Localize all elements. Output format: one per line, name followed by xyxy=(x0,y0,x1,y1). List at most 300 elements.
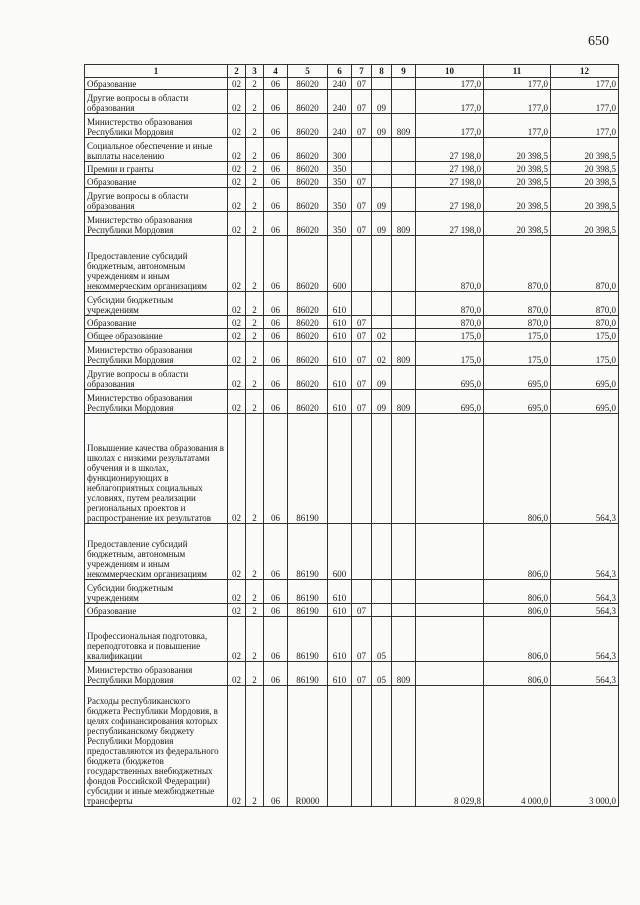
row-name: Образование xyxy=(85,316,228,329)
table-row xyxy=(85,524,619,580)
code-cell: 09 xyxy=(372,390,392,414)
header-cell: 8 xyxy=(372,65,392,78)
code-cell: 06 xyxy=(264,175,288,188)
code-cell xyxy=(328,686,352,807)
amount-cell: 8 029,8 xyxy=(416,686,484,807)
code-cell: 05 xyxy=(372,617,392,662)
code-cell: 07 xyxy=(352,390,372,414)
table-row xyxy=(85,414,619,524)
code-cell: 02 xyxy=(228,90,246,114)
code-cell: 86020 xyxy=(288,138,328,162)
code-cell xyxy=(392,175,416,188)
code-cell: 07 xyxy=(352,604,372,617)
code-cell: 86020 xyxy=(288,90,328,114)
code-cell: 02 xyxy=(228,390,246,414)
code-cell: 86020 xyxy=(288,366,328,390)
code-cell: 86020 xyxy=(288,78,328,90)
table-row xyxy=(85,390,619,414)
code-cell: 07 xyxy=(352,366,372,390)
code-cell: 350 xyxy=(328,175,352,188)
code-cell: 86190 xyxy=(288,580,328,604)
code-cell: 2 xyxy=(246,78,264,90)
header-cell: 10 xyxy=(416,65,484,78)
code-cell: 86020 xyxy=(288,342,328,366)
amount-cell: 20 398,5 xyxy=(484,188,551,212)
code-cell: 07 xyxy=(352,78,372,90)
table-row xyxy=(85,686,619,807)
code-cell xyxy=(372,138,392,162)
table-row xyxy=(85,316,619,329)
code-cell: 02 xyxy=(228,78,246,90)
amount-cell: 695,0 xyxy=(416,390,484,414)
code-cell: 06 xyxy=(264,390,288,414)
code-cell: 06 xyxy=(264,604,288,617)
code-cell: 86190 xyxy=(288,662,328,686)
amount-cell: 175,0 xyxy=(416,342,484,366)
code-cell: 86020 xyxy=(288,175,328,188)
code-cell: 02 xyxy=(228,212,246,236)
code-cell: 2 xyxy=(246,188,264,212)
code-cell xyxy=(392,236,416,292)
amount-cell: 806,0 xyxy=(484,617,551,662)
code-cell: 86020 xyxy=(288,212,328,236)
amount-cell: 20 398,5 xyxy=(551,162,619,175)
amount-cell: 695,0 xyxy=(551,390,619,414)
amount-cell: 806,0 xyxy=(484,662,551,686)
code-cell: 350 xyxy=(328,212,352,236)
code-cell: 06 xyxy=(264,580,288,604)
amount-cell: 20 398,5 xyxy=(551,175,619,188)
amount-cell: 806,0 xyxy=(484,414,551,524)
row-name: Другие вопросы в области образования xyxy=(85,366,228,390)
amount-cell: 175,0 xyxy=(416,329,484,342)
code-cell: 86020 xyxy=(288,114,328,138)
code-cell: 06 xyxy=(264,114,288,138)
code-cell: 2 xyxy=(246,617,264,662)
code-cell xyxy=(352,292,372,316)
code-cell: 05 xyxy=(372,662,392,686)
amount-cell: 177,0 xyxy=(484,90,551,114)
code-cell: 2 xyxy=(246,414,264,524)
code-cell: 2 xyxy=(246,390,264,414)
amount-cell: 695,0 xyxy=(484,366,551,390)
code-cell: 02 xyxy=(228,604,246,617)
row-name: Образование xyxy=(85,604,228,617)
code-cell: 09 xyxy=(372,114,392,138)
code-cell: 02 xyxy=(228,524,246,580)
code-cell xyxy=(372,175,392,188)
code-cell: 2 xyxy=(246,292,264,316)
amount-cell: 177,0 xyxy=(416,90,484,114)
code-cell: 02 xyxy=(228,342,246,366)
code-cell: 2 xyxy=(246,90,264,114)
table-row xyxy=(85,90,619,114)
header-cell: 11 xyxy=(484,65,551,78)
code-cell xyxy=(392,162,416,175)
amount-cell: 806,0 xyxy=(484,524,551,580)
amount-cell xyxy=(416,414,484,524)
amount-cell: 177,0 xyxy=(416,78,484,90)
row-name: Предоставление субсидий бюджетным, автономным учреждениям и иным некоммерческим организациям xyxy=(85,524,228,580)
amount-cell xyxy=(416,524,484,580)
code-cell: 02 xyxy=(228,162,246,175)
code-cell: 86020 xyxy=(288,390,328,414)
code-cell: 09 xyxy=(372,212,392,236)
code-cell: 07 xyxy=(352,90,372,114)
code-cell: 02 xyxy=(228,236,246,292)
code-cell xyxy=(352,236,372,292)
amount-cell: 20 398,5 xyxy=(551,138,619,162)
code-cell: 06 xyxy=(264,162,288,175)
code-cell: 2 xyxy=(246,316,264,329)
row-name: Предоставление субсидий бюджетным, автономным учреждениям и иным некоммерческим организациям xyxy=(85,236,228,292)
amount-cell: 870,0 xyxy=(416,316,484,329)
code-cell xyxy=(372,524,392,580)
row-name: Премии и гранты xyxy=(85,162,228,175)
code-cell: 86020 xyxy=(288,162,328,175)
code-cell: 2 xyxy=(246,212,264,236)
table-row xyxy=(85,604,619,617)
code-cell xyxy=(372,686,392,807)
amount-cell: 564,3 xyxy=(551,662,619,686)
code-cell: 610 xyxy=(328,390,352,414)
amount-cell: 20 398,5 xyxy=(484,162,551,175)
code-cell xyxy=(372,414,392,524)
code-cell: 06 xyxy=(264,292,288,316)
row-name: Повышение качества образования в школах с низкими результатами обучения и в школах, функционирующих в неблагоприятных социальных условиях, путем реализации региональных проектов и распространение их результатов xyxy=(85,414,228,524)
amount-cell: 177,0 xyxy=(551,78,619,90)
code-cell xyxy=(392,686,416,807)
code-cell: 07 xyxy=(352,212,372,236)
amount-cell: 177,0 xyxy=(484,114,551,138)
code-cell: 02 xyxy=(372,342,392,366)
row-name: Другие вопросы в области образования xyxy=(85,90,228,114)
code-cell: 86020 xyxy=(288,292,328,316)
amount-cell: 870,0 xyxy=(416,292,484,316)
code-cell: 2 xyxy=(246,236,264,292)
code-cell: 2 xyxy=(246,662,264,686)
code-cell: 86190 xyxy=(288,414,328,524)
code-cell: 06 xyxy=(264,188,288,212)
header-cell: 3 xyxy=(246,65,264,78)
code-cell: 610 xyxy=(328,604,352,617)
code-cell: 06 xyxy=(264,90,288,114)
amount-cell: 695,0 xyxy=(484,390,551,414)
code-cell: 240 xyxy=(328,114,352,138)
page-number: 650 xyxy=(588,34,609,49)
code-cell: 02 xyxy=(228,686,246,807)
row-name: Социальное обеспечение и иные выплаты населению xyxy=(85,138,228,162)
table-row xyxy=(85,162,619,175)
amount-cell: 27 198,0 xyxy=(416,175,484,188)
amount-cell xyxy=(416,580,484,604)
code-cell: 06 xyxy=(264,342,288,366)
row-name: Министерство образования Республики Мордовия xyxy=(85,342,228,366)
code-cell: 610 xyxy=(328,580,352,604)
code-cell: 06 xyxy=(264,414,288,524)
header-cell: 9 xyxy=(392,65,416,78)
row-name: Другие вопросы в области образования xyxy=(85,188,228,212)
amount-cell: 27 198,0 xyxy=(416,188,484,212)
row-name: Общее образование xyxy=(85,329,228,342)
table-row xyxy=(85,114,619,138)
code-cell xyxy=(352,138,372,162)
code-cell: 07 xyxy=(352,617,372,662)
code-cell: 07 xyxy=(352,114,372,138)
amount-cell: 870,0 xyxy=(484,316,551,329)
code-cell: 02 xyxy=(228,292,246,316)
code-cell: 02 xyxy=(228,175,246,188)
code-cell: 240 xyxy=(328,90,352,114)
code-cell: 02 xyxy=(372,329,392,342)
amount-cell: 20 398,5 xyxy=(551,188,619,212)
code-cell: 610 xyxy=(328,662,352,686)
amount-cell: 870,0 xyxy=(551,316,619,329)
row-name: Министерство образования Республики Мордовия xyxy=(85,390,228,414)
code-cell: 86020 xyxy=(288,329,328,342)
code-cell: 07 xyxy=(352,662,372,686)
code-cell: 02 xyxy=(228,414,246,524)
header-cell: 2 xyxy=(228,65,246,78)
code-cell: 86190 xyxy=(288,604,328,617)
code-cell: 02 xyxy=(228,188,246,212)
code-cell: 350 xyxy=(328,188,352,212)
code-cell xyxy=(372,292,392,316)
code-cell: 809 xyxy=(392,212,416,236)
code-cell: 2 xyxy=(246,342,264,366)
code-cell xyxy=(372,580,392,604)
code-cell: 809 xyxy=(392,662,416,686)
code-cell xyxy=(392,366,416,390)
code-cell: 06 xyxy=(264,329,288,342)
amount-cell: 177,0 xyxy=(551,90,619,114)
code-cell xyxy=(392,329,416,342)
code-cell: 09 xyxy=(372,188,392,212)
amount-cell: 177,0 xyxy=(416,114,484,138)
code-cell: 02 xyxy=(228,316,246,329)
code-cell xyxy=(372,604,392,617)
code-cell: 86020 xyxy=(288,188,328,212)
amount-cell: 4 000,0 xyxy=(484,686,551,807)
amount-cell: 564,3 xyxy=(551,524,619,580)
code-cell: 06 xyxy=(264,78,288,90)
code-cell xyxy=(352,524,372,580)
amount-cell: 564,3 xyxy=(551,617,619,662)
header-cell: 1 xyxy=(85,65,228,78)
code-cell xyxy=(392,188,416,212)
header-cell: 6 xyxy=(328,65,352,78)
table-row xyxy=(85,188,619,212)
code-cell: 02 xyxy=(228,329,246,342)
table-row xyxy=(85,342,619,366)
code-cell: 02 xyxy=(228,662,246,686)
code-cell xyxy=(392,90,416,114)
code-cell: 07 xyxy=(352,316,372,329)
code-cell: 86020 xyxy=(288,316,328,329)
code-cell: 06 xyxy=(264,617,288,662)
table-body xyxy=(85,78,619,807)
code-cell: 02 xyxy=(228,114,246,138)
amount-cell: 806,0 xyxy=(484,604,551,617)
code-cell: 02 xyxy=(228,617,246,662)
budget-table xyxy=(84,64,619,807)
row-name: Образование xyxy=(85,78,228,90)
code-cell: 2 xyxy=(246,138,264,162)
amount-cell: 27 198,0 xyxy=(416,162,484,175)
code-cell: 07 xyxy=(352,342,372,366)
code-cell: 06 xyxy=(264,686,288,807)
table-row xyxy=(85,366,619,390)
code-cell: 86020 xyxy=(288,236,328,292)
table-row xyxy=(85,78,619,90)
table-row xyxy=(85,138,619,162)
table-row xyxy=(85,175,619,188)
code-cell xyxy=(372,162,392,175)
code-cell xyxy=(352,162,372,175)
code-cell: 610 xyxy=(328,617,352,662)
code-cell: 300 xyxy=(328,138,352,162)
table-row xyxy=(85,580,619,604)
code-cell: 600 xyxy=(328,236,352,292)
amount-cell: 177,0 xyxy=(551,114,619,138)
row-name: Министерство образования Республики Мордовия xyxy=(85,662,228,686)
amount-cell: 870,0 xyxy=(484,236,551,292)
table-row xyxy=(85,212,619,236)
code-cell xyxy=(392,580,416,604)
amount-cell: 20 398,5 xyxy=(484,175,551,188)
code-cell xyxy=(328,414,352,524)
code-cell: 2 xyxy=(246,604,264,617)
row-name: Министерство образования Республики Мордовия xyxy=(85,114,228,138)
code-cell: 06 xyxy=(264,138,288,162)
code-cell xyxy=(372,78,392,90)
code-cell: 240 xyxy=(328,78,352,90)
table-row xyxy=(85,292,619,316)
amount-cell: 175,0 xyxy=(484,329,551,342)
code-cell xyxy=(392,292,416,316)
code-cell: 06 xyxy=(264,236,288,292)
code-cell xyxy=(392,414,416,524)
code-cell: 809 xyxy=(392,114,416,138)
amount-cell: 870,0 xyxy=(551,236,619,292)
header-cell: 4 xyxy=(264,65,288,78)
code-cell: 2 xyxy=(246,686,264,807)
code-cell: 09 xyxy=(372,90,392,114)
code-cell: 07 xyxy=(352,329,372,342)
code-cell: 2 xyxy=(246,524,264,580)
code-cell: 02 xyxy=(228,366,246,390)
table-row xyxy=(85,662,619,686)
row-name: Субсидии бюджетным учреждениям xyxy=(85,580,228,604)
code-cell: 2 xyxy=(246,366,264,390)
code-cell: 86190 xyxy=(288,617,328,662)
amount-cell xyxy=(416,617,484,662)
header-row xyxy=(85,65,619,78)
code-cell xyxy=(392,604,416,617)
amount-cell: 564,3 xyxy=(551,580,619,604)
code-cell: 2 xyxy=(246,162,264,175)
code-cell xyxy=(352,414,372,524)
row-name: Профессиональная подготовка, переподготовка и повышение квалификации xyxy=(85,617,228,662)
code-cell: 2 xyxy=(246,580,264,604)
code-cell: 02 xyxy=(228,580,246,604)
amount-cell: 175,0 xyxy=(551,342,619,366)
row-name: Расходы республиканского бюджета Республики Мордовия, в целях софинансирования которых республиканскому бюджету Республики Мордовия предоставляются из федерального бюджета (бюджетов государственных внебюджетных фондов Российской Федерации) субсидии и иные межбюджетные трансферты xyxy=(85,686,228,807)
row-name: Субсидии бюджетным учреждениям xyxy=(85,292,228,316)
amount-cell: 175,0 xyxy=(484,342,551,366)
code-cell xyxy=(352,686,372,807)
code-cell: 07 xyxy=(352,175,372,188)
code-cell: 610 xyxy=(328,329,352,342)
amount-cell xyxy=(416,604,484,617)
row-name: Образование xyxy=(85,175,228,188)
code-cell xyxy=(392,524,416,580)
amount-cell: 806,0 xyxy=(484,580,551,604)
code-cell xyxy=(392,617,416,662)
code-cell: 350 xyxy=(328,162,352,175)
code-cell: 02 xyxy=(228,138,246,162)
amount-cell: 564,3 xyxy=(551,414,619,524)
amount-cell: 870,0 xyxy=(416,236,484,292)
code-cell xyxy=(372,316,392,329)
code-cell xyxy=(392,316,416,329)
amount-cell: 695,0 xyxy=(551,366,619,390)
table-row xyxy=(85,236,619,292)
code-cell: 2 xyxy=(246,329,264,342)
amount-cell: 177,0 xyxy=(484,78,551,90)
amount-cell: 20 398,5 xyxy=(551,212,619,236)
code-cell: 610 xyxy=(328,292,352,316)
code-cell: 610 xyxy=(328,316,352,329)
amount-cell: 175,0 xyxy=(551,329,619,342)
amount-cell: 27 198,0 xyxy=(416,138,484,162)
amount-cell: 564,3 xyxy=(551,604,619,617)
table-row xyxy=(85,617,619,662)
code-cell: 809 xyxy=(392,342,416,366)
amount-cell xyxy=(416,662,484,686)
code-cell: 06 xyxy=(264,366,288,390)
code-cell: 09 xyxy=(372,366,392,390)
code-cell: 06 xyxy=(264,662,288,686)
code-cell: 07 xyxy=(352,188,372,212)
header-cell: 12 xyxy=(551,65,619,78)
amount-cell: 695,0 xyxy=(416,366,484,390)
header-cell: 7 xyxy=(352,65,372,78)
code-cell: 06 xyxy=(264,524,288,580)
amount-cell: 870,0 xyxy=(484,292,551,316)
amount-cell: 870,0 xyxy=(551,292,619,316)
code-cell: 86190 xyxy=(288,524,328,580)
code-cell: 06 xyxy=(264,212,288,236)
row-name: Министерство образования Республики Мордовия xyxy=(85,212,228,236)
code-cell xyxy=(392,78,416,90)
code-cell: 2 xyxy=(246,175,264,188)
amount-cell: 20 398,5 xyxy=(484,138,551,162)
amount-cell: 20 398,5 xyxy=(484,212,551,236)
code-cell: 610 xyxy=(328,342,352,366)
code-cell: R0000 xyxy=(288,686,328,807)
code-cell: 600 xyxy=(328,524,352,580)
code-cell: 610 xyxy=(328,366,352,390)
code-cell xyxy=(392,138,416,162)
code-cell: 06 xyxy=(264,316,288,329)
amount-cell: 3 000,0 xyxy=(551,686,619,807)
code-cell xyxy=(352,580,372,604)
code-cell: 809 xyxy=(392,390,416,414)
amount-cell: 27 198,0 xyxy=(416,212,484,236)
header-cell: 5 xyxy=(288,65,328,78)
code-cell: 2 xyxy=(246,114,264,138)
